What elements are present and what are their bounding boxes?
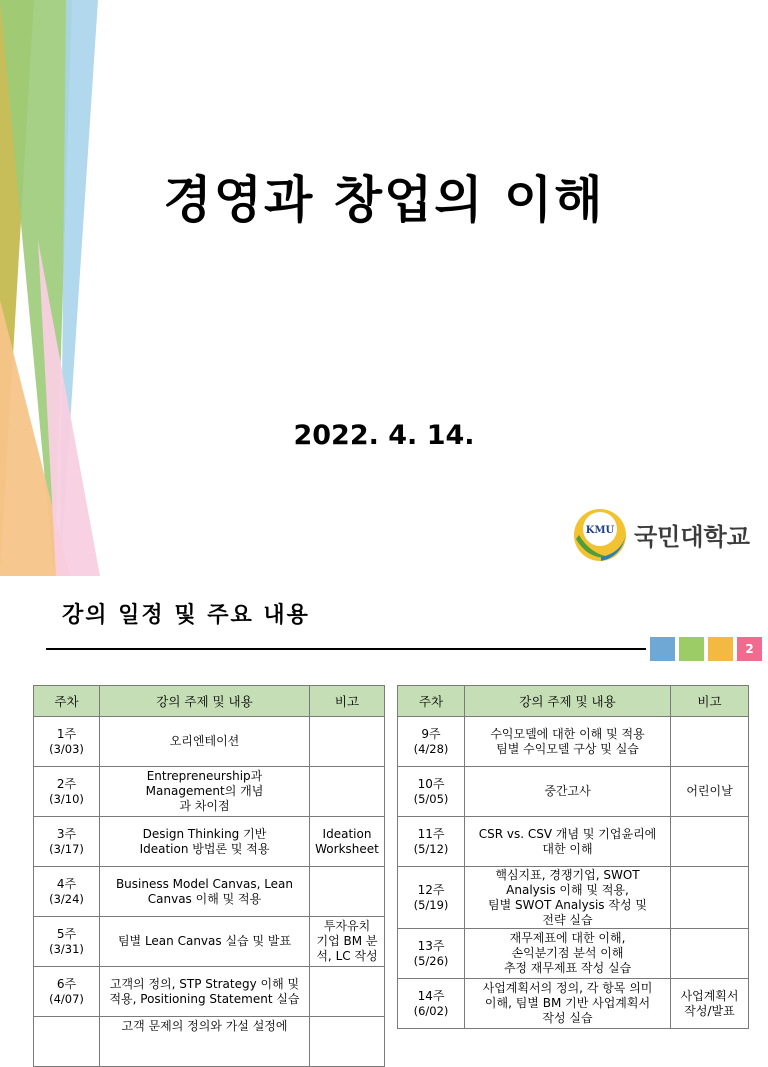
title-divider <box>46 648 646 650</box>
table-row <box>34 717 385 767</box>
decorative-triangles <box>0 0 120 576</box>
note-cell: 사업계획서 작성/발표 <box>671 979 749 1029</box>
topic-cell: 수익모델에 대한 이해 및 적용 팀별 수익모델 구상 및 실습 <box>465 717 671 767</box>
week-cell <box>34 1017 100 1067</box>
table-header-row <box>34 686 385 717</box>
svg-text:KMU: KMU <box>585 525 615 536</box>
kmu-emblem-icon <box>571 505 629 563</box>
header-topic: 강의 주제 및 내용 <box>465 686 671 717</box>
table-row <box>34 967 385 1017</box>
note-cell <box>671 717 749 767</box>
header-note: 비고 <box>310 686 385 717</box>
week-cell: 9주 (4/28) <box>398 717 465 767</box>
slide-title: 강의 일정 및 주요 내용 <box>62 603 310 628</box>
topic-cell: 재무제표에 대한 이해, 손익분기점 분석 이해 추정 재무제표 작성 실습 <box>465 929 671 979</box>
color-block-green <box>679 637 704 661</box>
note-cell: 투자유치 기업 BM 분 석, LC 작성 <box>310 917 385 967</box>
table-row <box>34 817 385 867</box>
schedule-table-right <box>397 685 749 1029</box>
note-cell <box>310 717 385 767</box>
page-number: 2 <box>737 637 762 661</box>
note-cell: 어린이날 <box>671 767 749 817</box>
topic-cell: 중간고사 <box>465 767 671 817</box>
topic-cell: 고객의 정의, STP Strategy 이해 및 적용, Positioning Statement 실습 <box>100 967 310 1017</box>
university-name: 국민대학교 <box>634 523 750 551</box>
topic-cell: Design Thinking 기반 Ideation 방법론 및 적용 <box>100 817 310 867</box>
topic-cell: 오리엔테이션 <box>100 717 310 767</box>
week-cell: 14주 (6/02) <box>398 979 465 1029</box>
presentation-title: 경영과 창업의 이해 <box>163 171 605 229</box>
schedule-slide <box>0 576 768 1033</box>
topic-cell: Business Model Canvas, Lean Canvas 이해 및 적용 <box>100 867 310 917</box>
note-cell <box>671 817 749 867</box>
table-row <box>398 767 749 817</box>
week-cell: 6주 (4/07) <box>34 967 100 1017</box>
header-topic: 강의 주제 및 내용 <box>100 686 310 717</box>
table-row <box>398 929 749 979</box>
topic-cell: 팀별 Lean Canvas 실습 및 발표 <box>100 917 310 967</box>
note-cell <box>671 867 749 929</box>
table-row <box>398 867 749 929</box>
note-cell <box>310 1017 385 1067</box>
table-row <box>34 917 385 967</box>
table-row <box>34 767 385 817</box>
week-cell: 3주 (3/17) <box>34 817 100 867</box>
note-cell <box>310 867 385 917</box>
table-row <box>398 717 749 767</box>
topic-cell: 핵심지표, 경쟁기업, SWOT Analysis 이해 및 적용, 팀별 SWOT Analysis 작성 및 전략 실습 <box>465 867 671 929</box>
week-cell: 5주 (3/31) <box>34 917 100 967</box>
week-cell: 13주 (5/26) <box>398 929 465 979</box>
topic-cell: Entrepreneurship과 Management의 개념 과 차이점 <box>100 767 310 817</box>
schedule-table-left <box>33 685 385 1067</box>
table-row <box>398 979 749 1029</box>
color-block-yellow <box>708 637 733 661</box>
week-cell: 12주 (5/19) <box>398 867 465 929</box>
week-cell: 4주 (3/24) <box>34 867 100 917</box>
week-cell: 10주 (5/05) <box>398 767 465 817</box>
table-header-row <box>398 686 749 717</box>
color-block-blue <box>650 637 675 661</box>
university-logo <box>571 505 756 565</box>
header-week: 주차 <box>34 686 100 717</box>
week-cell: 1주 (3/03) <box>34 717 100 767</box>
week-cell: 2주 (3/10) <box>34 767 100 817</box>
header-week: 주차 <box>398 686 465 717</box>
table-row <box>34 867 385 917</box>
table-row <box>398 817 749 867</box>
header-note: 비고 <box>671 686 749 717</box>
note-cell: Ideation Worksheet <box>310 817 385 867</box>
topic-cell: CSR vs. CSV 개념 및 기업윤리에 대한 이해 <box>465 817 671 867</box>
week-cell: 11주 (5/12) <box>398 817 465 867</box>
topic-cell: 사업계획서의 정의, 각 항목 의미 이해, 팀별 BM 기반 사업계획서 작성 실습 <box>465 979 671 1029</box>
table-row <box>34 1017 385 1067</box>
color-blocks <box>650 637 762 661</box>
note-cell <box>310 767 385 817</box>
note-cell <box>671 929 749 979</box>
note-cell <box>310 967 385 1017</box>
topic-cell: 고객 문제의 정의와 가설 설정에 <box>100 1017 310 1067</box>
presentation-date: 2022. 4. 14. <box>293 420 475 451</box>
